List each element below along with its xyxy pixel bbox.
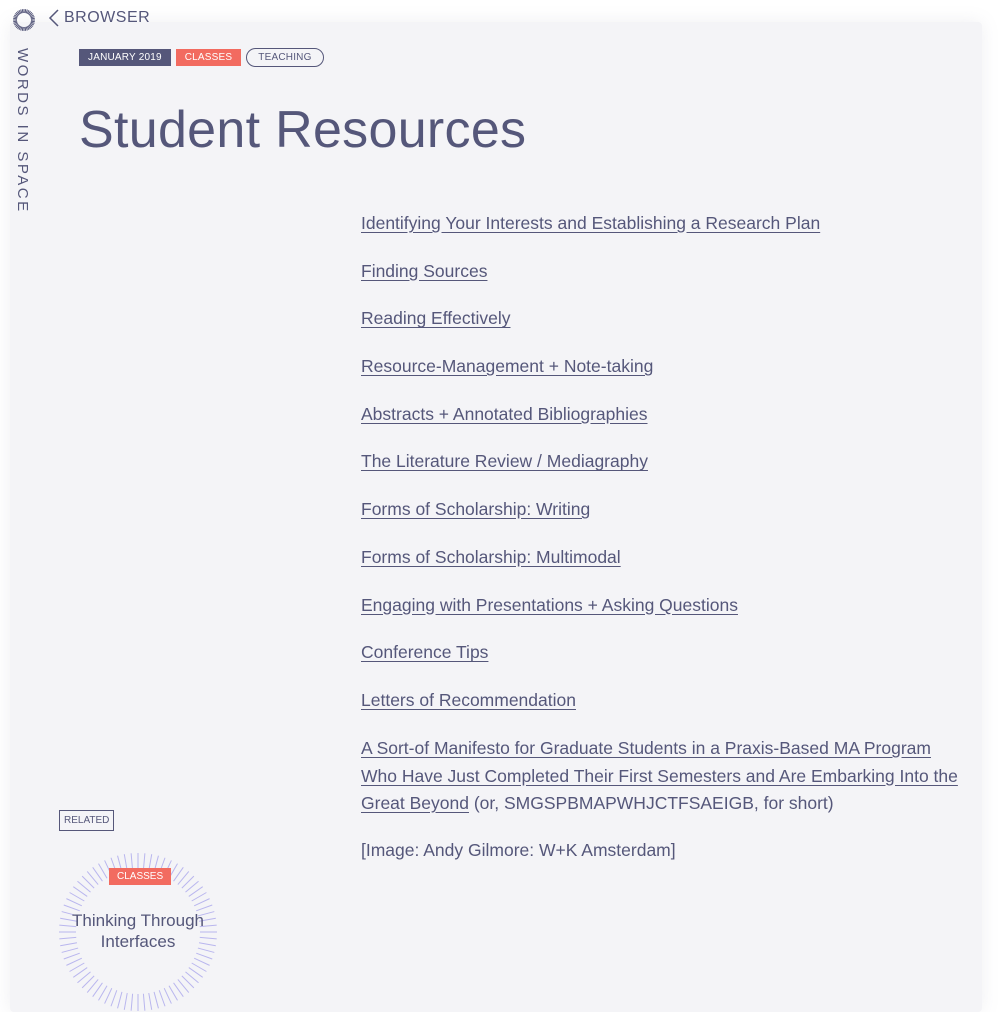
resource-link[interactable]: Engaging with Presentations + Asking Questions bbox=[361, 594, 738, 615]
back-label: BROWSER bbox=[64, 9, 151, 26]
related-category-tag[interactable]: CLASSES bbox=[109, 868, 171, 885]
resource-link[interactable]: Letters of Recommendation bbox=[361, 689, 576, 710]
back-to-browser-button[interactable] bbox=[48, 9, 150, 27]
image-caption: [Image: Andy Gilmore: W+K Amsterdam] bbox=[361, 840, 676, 860]
resource-link[interactable]: Conference Tips bbox=[361, 642, 489, 663]
topic-tag-teaching[interactable]: TEACHING bbox=[246, 48, 323, 67]
list-item bbox=[361, 210, 961, 238]
category-tag-classes[interactable]: CLASSES bbox=[176, 49, 242, 66]
list-item bbox=[361, 639, 961, 667]
chevron-left-icon bbox=[48, 9, 60, 27]
resource-link[interactable]: Identifying Your Interests and Establishing a Research Plan bbox=[361, 213, 821, 233]
resource-link[interactable]: Reading Effectively bbox=[361, 308, 511, 329]
date-tag[interactable]: JANUARY 2019 bbox=[79, 49, 171, 66]
list-item bbox=[361, 544, 961, 572]
list-item bbox=[361, 687, 961, 715]
list-item bbox=[361, 353, 961, 381]
site-name[interactable]: WORDS IN SPACE bbox=[14, 48, 31, 214]
list-item bbox=[361, 496, 961, 524]
resource-link[interactable]: Finding Sources bbox=[361, 260, 488, 281]
resource-list bbox=[361, 210, 961, 735]
related-label: RELATED bbox=[59, 810, 114, 831]
manifesto-link[interactable]: A Sort-of Manifesto for Graduate Students in a Praxis-Based MA Program Who Have Just Completed Their First Semesters and Are Embarking Into the Great Beyond bbox=[361, 738, 958, 813]
list-item bbox=[361, 305, 961, 333]
manifesto-paragraph bbox=[361, 735, 961, 818]
resource-link[interactable]: Forms of Scholarship: Multimodal bbox=[361, 546, 621, 567]
resource-link[interactable]: The Literature Review / Mediagraphy bbox=[361, 451, 648, 472]
post-tags bbox=[79, 48, 324, 67]
resource-link[interactable]: Abstracts + Annotated Bibliographies bbox=[361, 403, 648, 424]
related-title[interactable]: Thinking Through Interfaces bbox=[72, 911, 204, 951]
list-item bbox=[361, 258, 961, 286]
site-logo-icon[interactable] bbox=[12, 8, 36, 32]
related-card[interactable] bbox=[58, 852, 218, 1012]
page-title: Student Resources bbox=[79, 101, 527, 159]
list-item bbox=[361, 592, 961, 620]
resource-link[interactable]: Resource-Management + Note-taking bbox=[361, 356, 654, 377]
list-item bbox=[361, 448, 961, 476]
manifesto-suffix: (or, SMGSPBMAPWHJCTFSAEIGB, for short) bbox=[468, 793, 834, 813]
list-item bbox=[361, 401, 961, 429]
resource-link[interactable]: Forms of Scholarship: Writing bbox=[361, 499, 591, 520]
